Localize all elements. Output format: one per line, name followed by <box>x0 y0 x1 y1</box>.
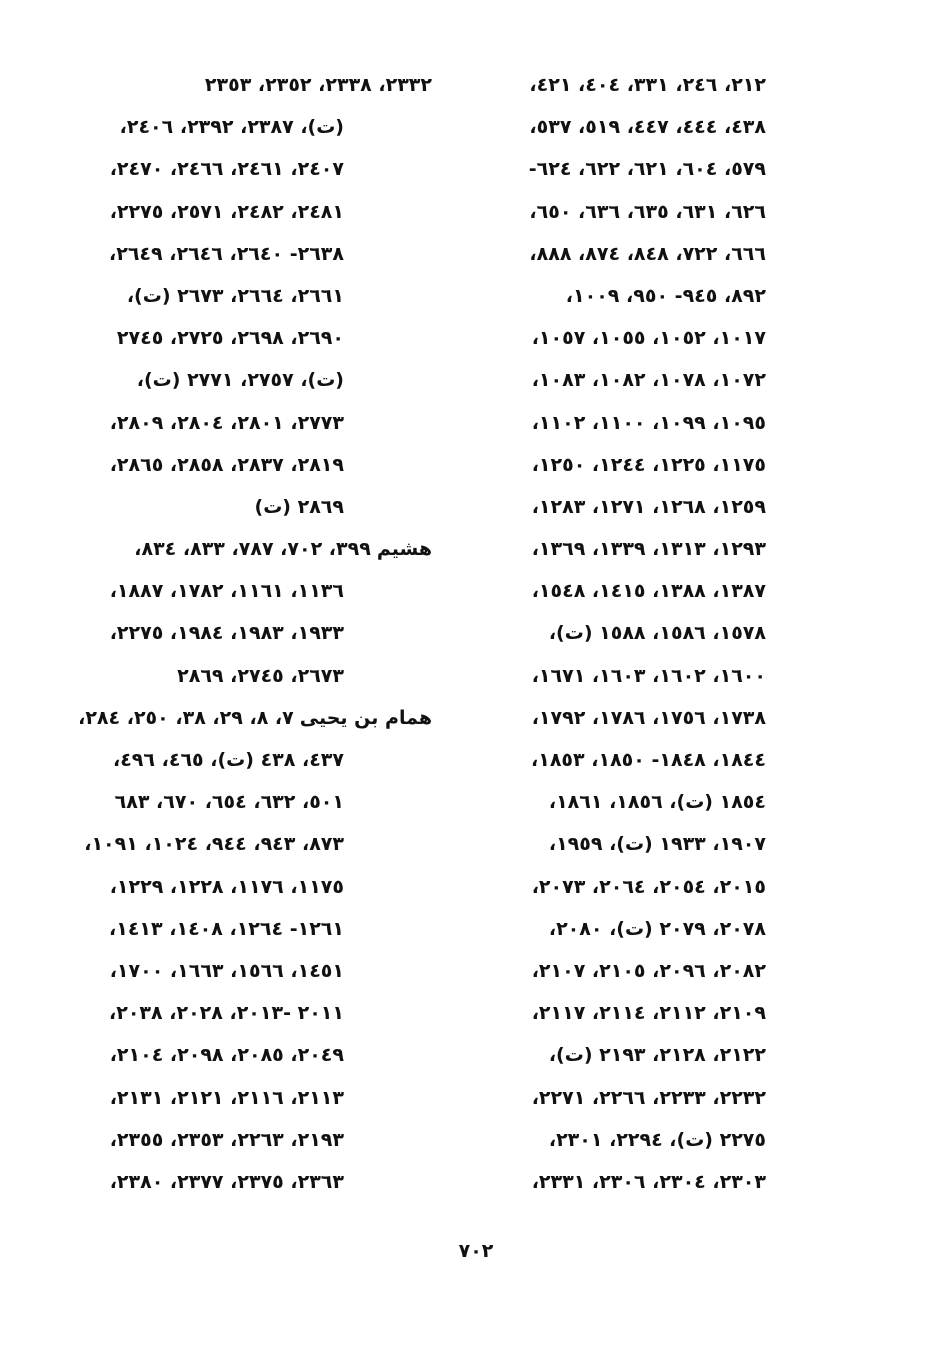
entry-numbers: ٦٦٦، ٧٢٢، ٨٤٨، ٨٧٤، ٨٨٨، <box>529 242 766 265</box>
index-line <box>440 697 766 739</box>
entry-numbers: ١٥٧٨، ١٥٨٦، ١٥٨٨ (ت)، <box>548 622 766 645</box>
index-line <box>440 781 766 823</box>
index-line <box>82 64 432 106</box>
index-line <box>82 570 432 612</box>
entry-numbers: ٢٤٠٧، ٢٤٦١، ٢٤٦٦، ٢٤٧٠، <box>109 158 344 181</box>
entry-numbers: ٢١٩٣، ٢٢٦٣، ٢٣٥٣، ٢٣٥٥، <box>109 1128 344 1151</box>
entry-numbers: ٢٦٧٣، ٢٧٤٥، ٢٨٦٩ <box>177 664 344 687</box>
entry-numbers: ١٩٠٧، ١٩٣٣ (ت)، ١٩٥٩، <box>548 833 766 856</box>
entry-numbers: ١١٧٥، ١١٧٦، ١٢٢٨، ١٢٢٩، <box>109 875 344 898</box>
entry-numbers: ٢٨٦٩ (ت) <box>254 495 344 518</box>
index-line <box>440 655 766 697</box>
entry-numbers: ٥٠١، ٦٣٢، ٦٥٤، ٦٧٠، ٦٨٣ <box>114 791 344 814</box>
entry-numbers: ٢٣٠٣، ٢٣٠٤، ٢٣٠٦، ٢٣٣١، <box>531 1170 766 1193</box>
index-line <box>440 191 766 233</box>
index-line <box>440 233 766 275</box>
index-line <box>82 781 432 823</box>
index-line <box>82 486 432 528</box>
index-line <box>82 402 432 444</box>
entry-numbers: ١٩٣٣، ١٩٨٣، ١٩٨٤، ٢٢٧٥، <box>109 622 344 645</box>
index-line <box>82 191 432 233</box>
index-line <box>78 697 432 739</box>
index-line <box>440 317 766 359</box>
entry-numbers: ١٢٥٩، ١٢٦٨، ١٢٧١، ١٢٨٣، <box>531 495 766 518</box>
index-line <box>82 992 432 1034</box>
index-line <box>82 233 432 275</box>
index-line <box>82 823 432 865</box>
index-line <box>82 1077 432 1119</box>
entry-numbers: ٢٦٩٠، ٢٦٩٨، ٢٧٢٥، ٢٧٤٥ <box>116 327 344 350</box>
entry-numbers: ٢١١٣، ٢١١٦، ٢١٢١، ٢١٣١، <box>109 1086 344 1109</box>
index-line <box>440 275 766 317</box>
entry-numbers: ٢٠٤٩، ٢٠٨٥، ٢٠٩٨، ٢١٠٤، <box>109 1044 344 1067</box>
index-line <box>440 570 766 612</box>
entry-numbers: ٢٣٣٢، ٢٣٣٨، ٢٣٥٢، ٢٣٥٣ <box>204 74 432 96</box>
entry-numbers: ٢٢٧٥ (ت)، ٢٢٩٤، ٢٣٠١، <box>548 1128 766 1151</box>
entry-numbers: ٢٠١١ -٢٠١٣، ٢٠٢٨، ٢٠٣٨، <box>109 1002 344 1025</box>
entry-numbers: ١٢٦١- ١٢٦٤، ١٤٠٨، ١٤١٣، <box>109 917 344 940</box>
index-line <box>440 823 766 865</box>
entry-numbers: ٢١٢، ٢٤٦، ٣٣١، ٤٠٤، ٤٢١، <box>529 74 766 96</box>
index-line <box>82 317 432 359</box>
entry-numbers: ٢٦٦١، ٢٦٦٤، ٢٦٧٣ (ت)، <box>126 284 344 307</box>
entry-numbers: ١٠١٧، ١٠٥٢، ١٠٥٥، ١٠٥٧، <box>531 327 766 350</box>
index-line <box>440 908 766 950</box>
left-column <box>78 64 432 1203</box>
index-line <box>440 486 766 528</box>
entry-numbers: ٦٢٦، ٦٣١، ٦٣٥، ٦٣٦، ٦٥٠، <box>529 200 766 223</box>
index-line <box>82 148 432 190</box>
index-line <box>440 1119 766 1161</box>
entry-numbers: (ت)، ٢٣٨٧، ٢٣٩٢، ٢٤٠٦، <box>119 116 344 139</box>
index-line <box>82 655 432 697</box>
index-line <box>440 359 766 401</box>
index-line <box>82 444 432 486</box>
entry-numbers: ٤٣٨، ٤٤٤، ٤٤٧، ٥١٩، ٥٣٧، <box>529 116 766 139</box>
index-line <box>440 1161 766 1203</box>
index-line <box>440 106 766 148</box>
index-line <box>440 992 766 1034</box>
index-line <box>440 950 766 992</box>
entry-numbers: ١١٣٦، ١١٦١، ١٧٨٢، ١٨٨٧، <box>109 580 344 603</box>
page-number: ٧٠٢ <box>458 1240 494 1262</box>
index-line <box>440 148 766 190</box>
index-line <box>82 528 432 570</box>
index-line <box>82 106 432 148</box>
entry-heading: هشيم <box>376 538 432 561</box>
entry-numbers: ١٦٠٠، ١٦٠٢، ١٦٠٣، ١٦٧١، <box>531 664 766 687</box>
entry-numbers: ٢١٠٩، ٢١١٢، ٢١١٤، ٢١١٧، <box>531 1002 766 1025</box>
entry-numbers: ٢٠١٥، ٢٠٥٤، ٢٠٦٤، ٢٠٧٣، <box>531 875 766 898</box>
index-line <box>82 612 432 654</box>
index-line <box>82 739 432 781</box>
index-line <box>440 402 766 444</box>
index-line <box>82 1119 432 1161</box>
index-line <box>82 359 432 401</box>
entry-numbers: ٢٨١٩، ٢٨٣٧، ٢٨٥٨، ٢٨٦٥، <box>109 453 344 476</box>
index-line <box>82 908 432 950</box>
right-column <box>440 64 766 1203</box>
index-line <box>82 1034 432 1076</box>
index-line <box>82 866 432 908</box>
entry-numbers: ٥٧٩، ٦٠٤، ٦٢١، ٦٢٢، ٦٢٤- <box>528 158 766 181</box>
entry-numbers: ١٢٩٣، ١٣١٣، ١٣٣٩، ١٣٦٩، <box>531 538 766 561</box>
index-line <box>440 739 766 781</box>
entry-numbers: ٢٢٣٢، ٢٢٣٣، ٢٢٦٦، ٢٢٧١، <box>531 1086 766 1109</box>
entry-numbers: ٣٩٩، ٧٠٢، ٧٨٧، ٨٣٣، ٨٣٤، <box>134 538 371 561</box>
entry-numbers: ٢٧٧٣، ٢٨٠١، ٢٨٠٤، ٢٨٠٩، <box>109 411 344 434</box>
index-line <box>440 64 766 106</box>
entry-numbers: ١١٧٥، ١٢٢٥، ١٢٤٤، ١٢٥٠، <box>531 453 766 476</box>
index-line <box>440 1034 766 1076</box>
entry-numbers: (ت)، ٢٧٥٧، ٢٧٧١ (ت)، <box>136 369 344 392</box>
entry-heading: همام بن يحيى <box>299 706 432 729</box>
entry-numbers: ١٨٤٤، ١٨٤٨- ١٨٥٠، ١٨٥٣، <box>531 749 766 771</box>
entry-numbers: ٢١٢٢، ٢١٢٨، ٢١٩٣ (ت)، <box>548 1044 766 1067</box>
entry-numbers: ١٨٥٤ (ت)، ١٨٥٦، ١٨٦١، <box>548 791 766 814</box>
entry-numbers: ٨٧٣، ٩٤٣، ٩٤٤، ١٠٢٤، ١٠٩١، <box>84 833 344 856</box>
index-line <box>82 1161 432 1203</box>
entry-numbers: ١٧٣٨، ١٧٥٦، ١٧٨٦، ١٧٩٢، <box>531 706 766 729</box>
entry-numbers: ١٠٧٢، ١٠٧٨، ١٠٨٢، ١٠٨٣، <box>531 369 766 392</box>
entry-numbers: ١٠٩٥، ١٠٩٩، ١١٠٠، ١١٠٢، <box>531 411 766 434</box>
entry-numbers: ٢٣٦٣، ٢٣٧٥، ٢٣٧٧، ٢٣٨٠، <box>109 1170 344 1193</box>
entry-numbers: ٢٦٣٨- ٢٦٤٠، ٢٦٤٦، ٢٦٤٩، <box>109 242 344 265</box>
entry-numbers: ١٣٨٧، ١٣٨٨، ١٤١٥، ١٥٤٨، <box>531 580 766 603</box>
index-line <box>440 444 766 486</box>
index-line <box>82 275 432 317</box>
index-line <box>440 1077 766 1119</box>
entry-numbers: ٢٠٨٢، ٢٠٩٦، ٢١٠٥، ٢١٠٧، <box>531 959 766 982</box>
index-line <box>82 950 432 992</box>
index-line <box>440 612 766 654</box>
entry-numbers: ٢٠٧٨، ٢٠٧٩ (ت)، ٢٠٨٠، <box>548 917 766 940</box>
entry-numbers: ٢٤٨١، ٢٤٨٢، ٢٥٧١، ٢٢٧٥، <box>109 200 344 223</box>
index-line <box>440 528 766 570</box>
entry-numbers: ٧، ٨، ٢٩، ٣٨، ٢٥٠، ٢٨٤، <box>78 706 294 729</box>
entry-numbers: ٨٩٢، ٩٤٥- ٩٥٠، ١٠٠٩، <box>565 284 766 307</box>
entry-numbers: ١٤٥١، ١٥٦٦، ١٦٦٣، ١٧٠٠، <box>109 959 344 982</box>
index-line <box>440 866 766 908</box>
entry-numbers: ٤٣٧، ٤٣٨ (ت)، ٤٦٥، ٤٩٦، <box>112 749 344 771</box>
